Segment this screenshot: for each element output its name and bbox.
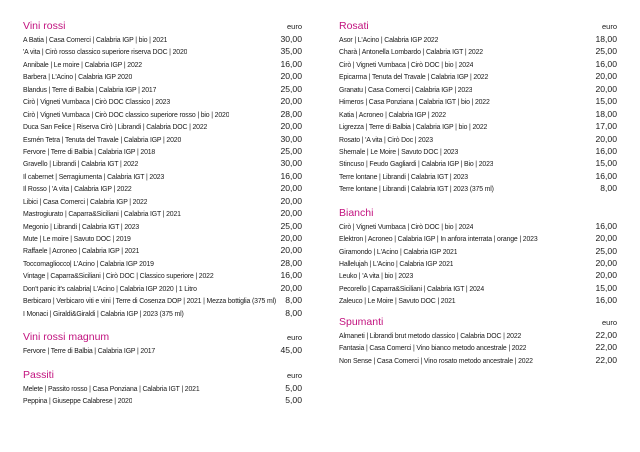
currency-label: euro bbox=[286, 333, 302, 343]
wine-name: Katia | Acroneo | Calabria IGP | 2022 bbox=[339, 111, 446, 119]
wine-name: Epicarma | Tenuta del Travale | Calabria IGP | 2022 bbox=[339, 74, 489, 82]
wine-name: Mute | Le moire | Savuto DOC | 2019 bbox=[23, 236, 131, 243]
wine-price: 22,00 bbox=[595, 354, 617, 365]
wine-name: Cirò | Vigneti Vumbaca | Cirò DOC classico superiore rosso | bio | 2020 bbox=[23, 111, 230, 119]
wine-name: Pecorello | Caparra&Siciliani | Calabria IGT | 2024 bbox=[339, 285, 485, 293]
wine-price: 8,00 bbox=[285, 307, 302, 318]
wine-item bbox=[23, 170, 302, 182]
wine-name: Raffaele | Acroneo | Calabria IGP | 2021 bbox=[23, 248, 140, 256]
wine-item bbox=[23, 157, 302, 169]
wine-name: Toccomagliocco| L'Acino | Calabria IGP 2019 bbox=[23, 260, 154, 268]
wine-price: 16,00 bbox=[280, 58, 302, 69]
wine-name: Non Sense | Casa Comerci | Vino rosato metodo ancestrale | 2022 bbox=[339, 357, 533, 365]
section-title: Bianchi bbox=[339, 206, 374, 219]
wine-price: 20,00 bbox=[280, 208, 302, 219]
wine-price: 35,00 bbox=[280, 46, 302, 57]
wine-price: 20,00 bbox=[280, 71, 302, 82]
wine-item bbox=[339, 70, 617, 82]
wine-name: Fervore | Terre di Balbia | Calabria IGP | 2018 bbox=[23, 148, 156, 156]
wine-price: 20,00 bbox=[280, 195, 302, 206]
section-title: Vini rossi magnum bbox=[23, 331, 110, 344]
wine-name: 'A vita | Cirò rosso classico superiore riserva DOC | 2020 bbox=[23, 49, 188, 57]
wine-name: Mastrogiurato | Caparra&Siciliani | Calabria IGT | 2021 bbox=[23, 211, 181, 219]
section-title: Passiti bbox=[23, 368, 54, 381]
section-title: Vini rossi bbox=[23, 20, 66, 32]
wine-item bbox=[23, 257, 302, 269]
section-vini-rossi bbox=[23, 19, 302, 319]
wine-item bbox=[23, 45, 302, 57]
wine-item bbox=[339, 120, 617, 132]
wine-item bbox=[23, 282, 302, 294]
currency-label: euro bbox=[286, 370, 302, 380]
section-header bbox=[339, 206, 617, 220]
section-passiti bbox=[23, 368, 302, 407]
wine-price: 16,00 bbox=[595, 170, 617, 181]
wine-name: Rosato | 'A vita | Cirò Doc | 2023 bbox=[339, 136, 433, 144]
wine-name: Ligrezza | Terre di Balbia | Calabria IGP | bio | 2022 bbox=[339, 124, 488, 132]
wine-price: 8,00 bbox=[285, 295, 302, 306]
wine-price: 30,00 bbox=[280, 34, 302, 44]
wine-item bbox=[23, 382, 302, 394]
wine-price: 22,00 bbox=[595, 329, 617, 340]
section-header bbox=[23, 19, 302, 33]
wine-name: Melete | Passito rosso | Casa Ponziana | Calabria IGT | 2021 bbox=[23, 385, 200, 393]
wine-name: Almaneti | Librandi brut metodo classico | Calabria DOC | 2022 bbox=[339, 332, 522, 340]
wine-name: Shemale | Le Moire | Savuto DOC | 2023 bbox=[339, 148, 459, 156]
right-column bbox=[339, 19, 617, 366]
wine-name: Leuko | 'A vita | bio | 2023 bbox=[339, 273, 414, 281]
wine-price: 16,00 bbox=[280, 170, 302, 181]
wine-name: Cirò | Vigneti Vumbaca | Cirò DOC Classico | 2023 bbox=[23, 99, 170, 107]
wine-item bbox=[23, 83, 302, 95]
wine-item bbox=[339, 269, 617, 281]
currency-label: euro bbox=[601, 22, 617, 31]
wine-name: Fantasia | Casa Comerci | Vino bianco metodo ancestrale | 2022 bbox=[339, 345, 527, 353]
wine-name: Himeros | Casa Ponziana | Calabria IGT | bio | 2022 bbox=[339, 99, 490, 107]
currency-label: euro bbox=[601, 317, 617, 327]
section-vini-rossi-magnum bbox=[23, 330, 302, 356]
wine-name: Barbera | L'Acino | Calabria IGP 2020 bbox=[23, 74, 133, 82]
wine-price: 16,00 bbox=[280, 270, 302, 281]
wine-name: Duca San Felice | Riserva Cirò | Librandi | Calabria DOC | 2022 bbox=[23, 124, 208, 132]
wine-name: Zaleuco | Le Moire | Savuto DOC | 2021 bbox=[339, 298, 456, 306]
wine-price: 16,00 bbox=[595, 58, 617, 69]
wine-item bbox=[339, 95, 617, 107]
wine-name: Il Rosso | 'A vita | Calabria IGP | 2022 bbox=[23, 186, 132, 194]
section-title: Rosati bbox=[339, 20, 369, 32]
wine-price: 45,00 bbox=[280, 345, 302, 356]
section-spumanti bbox=[339, 315, 617, 366]
wine-price: 16,00 bbox=[595, 145, 617, 156]
wine-name: A Batia | Casa Comerci | Calabria IGP | bio | 2021 bbox=[23, 37, 168, 44]
wine-name: Il cabernet | Serragiumenta | Calabria IGT | 2023 bbox=[23, 173, 165, 181]
wine-item bbox=[339, 45, 617, 57]
wine-item bbox=[23, 33, 302, 45]
wine-name: Peppina | Giuseppe Calabrese | 2020 bbox=[23, 397, 133, 405]
wine-name: Gravello | Librandi | Calabria IGT | 2022 bbox=[23, 161, 139, 169]
wine-price: 20,00 bbox=[280, 233, 302, 243]
wine-item bbox=[339, 329, 617, 341]
wine-price: 25,00 bbox=[280, 145, 302, 156]
wine-name: Hallelujah | L'Acino | Calabria IGP 2021 bbox=[339, 261, 454, 268]
wine-name: Vintage | Caparra&Siciliani | Cirò DOC | Classico superiore | 2022 bbox=[23, 273, 214, 281]
wine-name: Giramondo | L'Acino | Calabria IGP 2021 bbox=[339, 248, 458, 256]
wine-price: 25,00 bbox=[595, 46, 617, 57]
wine-name: Berbicaro | Verbicaro viti e vini | Terre di Cosenza DOP | 2021 | Mezza bottiglia (375 ml) bbox=[23, 298, 277, 306]
wine-price: 20,00 bbox=[280, 245, 302, 256]
wine-price: 20,00 bbox=[595, 83, 617, 94]
wine-price: 5,00 bbox=[285, 382, 302, 393]
wine-price: 28,00 bbox=[280, 108, 302, 119]
wine-name: Don't panic it's calabria| L'Acino | Calabria IGP 2020 | 1 Litro bbox=[23, 285, 197, 293]
wine-name: Cirò | Vigneti Vumbaca | Cirò DOC | bio | 2024 bbox=[339, 61, 474, 69]
wine-price: 8,00 bbox=[600, 183, 617, 194]
wine-name: Fervore | Terre di Balbia | Calabria IGP | 2017 bbox=[23, 348, 156, 356]
wine-item bbox=[23, 133, 302, 145]
wine-name: Cirò | Vigneti Vumbaca | Cirò DOC | bio | 2024 bbox=[339, 223, 474, 231]
wine-item bbox=[23, 269, 302, 281]
wine-price: 20,00 bbox=[280, 121, 302, 132]
wine-item bbox=[339, 341, 617, 353]
wine-name: I Monaci | Giraldi&Giraldi | Calabria IGP | 2023 (375 ml) bbox=[23, 310, 184, 318]
wine-name: Esmén Tetra | Tenuta del Travale | Calabria IGP | 2020 bbox=[23, 136, 182, 144]
wine-price: 17,00 bbox=[595, 121, 617, 132]
wine-item bbox=[23, 232, 302, 244]
wine-price: 16,00 bbox=[595, 295, 617, 306]
wine-name: Terre lontane | Librandi | Calabria IGT | 2023 bbox=[339, 173, 468, 181]
wine-item bbox=[339, 220, 617, 232]
wine-price: 16,00 bbox=[595, 220, 617, 231]
wine-name: Terre lontane | Librandi | Calabria IGT | 2023 (375 ml) bbox=[339, 186, 494, 194]
wine-price: 15,00 bbox=[595, 282, 617, 293]
wine-name: Elektron | Acroneo | Calabria IGP | In anfora interrata | orange | 2023 bbox=[339, 236, 538, 244]
wine-price: 22,00 bbox=[595, 342, 617, 353]
wine-item bbox=[23, 108, 302, 120]
wine-item bbox=[339, 232, 617, 244]
wine-name: Asor | L'Acino | Calabria IGP 2022 bbox=[339, 37, 439, 44]
wine-name: Blandus | Terre di Balbia | Calabria IGP | 2017 bbox=[23, 86, 157, 94]
wine-price: 20,00 bbox=[280, 183, 302, 194]
section-header bbox=[339, 315, 617, 329]
wine-price: 25,00 bbox=[595, 245, 617, 256]
wine-item bbox=[23, 70, 302, 82]
wine-name: Megonio | Librandi | Calabria IGT | 2023 bbox=[23, 223, 140, 231]
wine-price: 5,00 bbox=[285, 394, 302, 405]
wine-price: 15,00 bbox=[595, 158, 617, 169]
wine-item bbox=[339, 182, 617, 194]
wine-item bbox=[339, 354, 617, 366]
wine-item bbox=[339, 33, 617, 45]
wine-item bbox=[23, 294, 302, 306]
currency-label: euro bbox=[286, 22, 302, 31]
wine-name: Annibale | Le moire | Calabria IGP | 2022 bbox=[23, 61, 142, 69]
wine-item bbox=[23, 344, 302, 356]
wine-name: Charà | Antonella Lombardo | Calabria IGT | 2022 bbox=[339, 49, 483, 57]
wine-price: 18,00 bbox=[595, 108, 617, 119]
wine-price: 20,00 bbox=[595, 133, 617, 144]
wine-price: 30,00 bbox=[280, 158, 302, 169]
wine-item bbox=[23, 207, 302, 219]
section-header bbox=[339, 19, 617, 33]
wine-item bbox=[339, 282, 617, 294]
wine-item bbox=[339, 145, 617, 157]
wine-name: Libici | Casa Comerci | Calabria IGP | 2022 bbox=[23, 198, 148, 206]
section-rosati bbox=[339, 19, 617, 195]
wine-price: 20,00 bbox=[595, 270, 617, 281]
wine-item bbox=[23, 120, 302, 132]
wine-price: 20,00 bbox=[595, 258, 617, 268]
left-column bbox=[23, 19, 302, 406]
wine-item bbox=[339, 157, 617, 169]
wine-price: 25,00 bbox=[280, 83, 302, 94]
wine-item bbox=[23, 195, 302, 207]
wine-name: Stincuso | Feudo Gagliardi | Calabria IGP | Bio | 2023 bbox=[339, 161, 494, 169]
wine-price: 18,00 bbox=[595, 34, 617, 44]
wine-price: 25,00 bbox=[280, 220, 302, 231]
wine-price: 20,00 bbox=[280, 282, 302, 293]
section-title: Spumanti bbox=[339, 315, 384, 328]
wine-price: 20,00 bbox=[280, 96, 302, 107]
section-bianchi bbox=[339, 206, 617, 307]
wine-item bbox=[23, 244, 302, 256]
wine-price: 30,00 bbox=[280, 133, 302, 144]
wine-item bbox=[23, 95, 302, 107]
wine-price: 20,00 bbox=[595, 71, 617, 82]
wine-price: 15,00 bbox=[595, 96, 617, 107]
wine-price: 28,00 bbox=[280, 257, 302, 268]
section-header bbox=[23, 330, 302, 344]
wine-name: Granatu | Casa Comerci | Calabria IGP | 2023 bbox=[339, 86, 473, 94]
section-header bbox=[23, 368, 302, 382]
wine-item bbox=[339, 257, 617, 269]
wine-price: 20,00 bbox=[595, 233, 617, 244]
